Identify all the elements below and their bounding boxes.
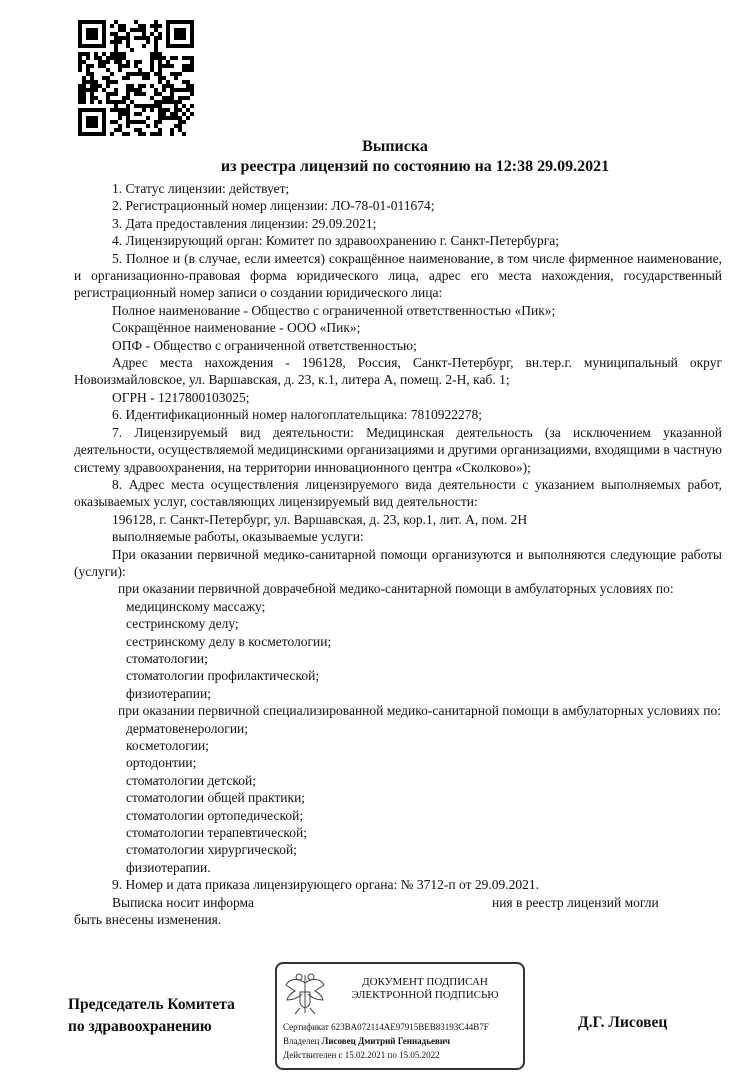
item-status: 1. Статус лицензии: действует; (112, 181, 290, 196)
qr-code (78, 20, 194, 136)
certificate-label: Сертификат (283, 1022, 329, 1032)
ogrn: ОГРН - 1217800103025; (112, 389, 250, 405)
list-item: ортодонтии; (126, 755, 197, 771)
list-item: стоматологии общей практики; (126, 790, 306, 806)
signatory-name: Д.Г. Лисовец (578, 1014, 668, 1031)
stamp-validity: Действителен с 15.02.2021 по 15.05.2022 (283, 1050, 440, 1060)
section1-list (74, 598, 722, 702)
list-item: сестринскому делу в косметологии; (126, 633, 332, 649)
item-issue-date: 3. Дата предоставления лицензии: 29.09.2021; (112, 215, 377, 231)
list-item: стоматологии детской; (126, 772, 256, 788)
digital-signature-stamp (275, 962, 525, 1070)
list-item: дерматовенерологии; (126, 720, 249, 736)
works-label: выполняемые работы, оказываемые услуги: (112, 529, 364, 545)
list-item: стоматологии; (126, 650, 208, 666)
list-item: стоматологии терапевтической; (126, 825, 307, 841)
list-item: стоматологии ортопедической; (126, 807, 304, 823)
coat-of-arms-icon (283, 969, 327, 1017)
list-item: физиотерапии; (126, 685, 211, 701)
note-end: ния в реестр лицензий могли (491, 894, 659, 910)
stamp-header (333, 976, 517, 1002)
section2-list (74, 720, 722, 877)
section1-title: при оказании первичной доврачебной медико-санитарной помощи в амбулаторных условиях по: (118, 581, 674, 597)
list-item: стоматологии хирургической; (126, 842, 297, 858)
signatory-title (68, 994, 235, 1038)
document-title: Выписка (362, 138, 428, 155)
list-item: сестринскому делу; (126, 616, 239, 632)
opf: ОПФ - Общество с ограниченной ответственностью; (112, 337, 417, 353)
item-8: 8. Адрес места осуществления лицензируемого вида деятельности с указанием выполняемых работ, оказываемых услуг, составляющих лицензируемый вид деятельности: (74, 476, 722, 510)
full-name: Полное наименование - Общество с ограниченной ответственностью «Пик»; (112, 302, 556, 318)
owner-name: Лисовец Дмитрий Геннадьевич (321, 1036, 451, 1046)
address: Адрес места нахождения - 196128, Россия, Санкт-Петербург, вн.тер.г. муниципальный округ Новоизмайловское, ул. Варшавская, д. 23, к.1, литера А, помещ. 2-Н, каб. 1; (74, 355, 722, 388)
certificate-number: 623BA072114AE97915BEB83193C44B7F (331, 1022, 489, 1032)
document-body (74, 180, 722, 928)
short-name: Сокращённое наименование - ООО «Пик»; (112, 320, 361, 336)
item-9: 9. Номер и дата приказа лицензирующего органа: № 3712-п от 29.09.2021. (112, 877, 539, 893)
signatory-line-1: Председатель Комитета (68, 996, 235, 1013)
list-item: косметологии; (126, 738, 210, 753)
item-5-intro: 5. Полное и (в случае, если имеется) сокращённое наименование, в том числе фирменное наименование, и организационно-правовая форма юридического лица, адрес его места нахождения, государственный регистрационный номер записи о создании юридического лица: (74, 250, 722, 301)
stamp-header-line-1: ДОКУМЕНТ ПОДПИСАН (362, 976, 488, 988)
work-address: 196128, г. Санкт-Петербург, ул. Варшавская, д. 23, кор.1, лит. А, пом. 2Н (112, 511, 528, 527)
owner-label: Владелец (283, 1036, 320, 1046)
stamp-certificate (283, 1022, 489, 1032)
note-start: Выписка носит информа (112, 894, 254, 910)
signatory-line-2: по здравоохранению (68, 1018, 212, 1035)
stamp-owner (283, 1036, 450, 1046)
note-end-line: быть внесены изменения. (74, 912, 222, 928)
section2-title: при оказании первичной специализированной медико-санитарной помощи в амбулаторных условиях по: (118, 703, 722, 719)
list-item: стоматологии профилактической; (126, 668, 320, 684)
document-subtitle: из реестра лицензий по состоянию на 12:38 29.09.2021 (220, 158, 610, 175)
note-line (74, 894, 722, 911)
item-reg-number: 2. Регистрационный номер лицензии: ЛО-78-01-011674; (112, 198, 435, 214)
item-7: 7. Лицензируемый вид деятельности: Медицинская деятельность (за исключением указанной деятельности, осуществляемой медицинскими организациями и другими организациями, входящими в частную систему здравоохранения, на территории инновационного центра «Сколково»); (74, 424, 722, 475)
list-item: медицинскому массажу; (126, 598, 266, 614)
primary-intro: При оказании первичной медико-санитарной помощи организуются и выполняются следующие работы (услуги): (74, 546, 722, 579)
item-authority: 4. Лицензирующий орган: Комитет по здравоохранению г. Санкт-Петербурга; (112, 233, 560, 249)
item-inn: 6. Идентификационный номер налогоплательщика: 7810922278; (112, 407, 482, 423)
list-item: физиотерапии. (126, 859, 211, 875)
stamp-header-line-2: ЭЛЕКТРОННОЙ ПОДПИСЬЮ (351, 989, 499, 1001)
